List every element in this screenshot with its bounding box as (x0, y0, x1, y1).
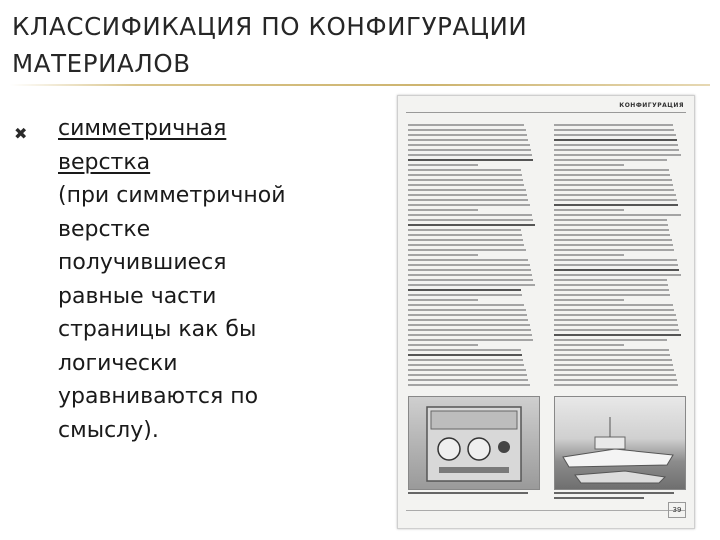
text-line (408, 254, 478, 256)
text-line (554, 299, 624, 301)
text-line (408, 264, 530, 266)
text-line (554, 334, 681, 336)
text-line (554, 219, 667, 221)
slide-title-line-1: КЛАССИФИКАЦИЯ ПО КОНФИГУРАЦИИ (12, 12, 528, 41)
text-line (554, 354, 670, 356)
text-line (554, 179, 672, 181)
page-number: 39 (668, 502, 686, 518)
x-bullet-icon: ✖ (14, 124, 28, 143)
text-line (408, 244, 524, 246)
text-line (408, 369, 526, 371)
text-line (554, 224, 668, 226)
boats-photo (554, 396, 686, 490)
bullet-heading-line-2: верстка (58, 149, 151, 175)
bullet-body-line-4: равные части (58, 283, 217, 309)
text-line (408, 314, 527, 316)
text-line (554, 189, 674, 191)
text-line (408, 234, 522, 236)
caption-left (408, 492, 528, 494)
text-line (408, 309, 526, 311)
text-line (554, 244, 673, 246)
page-header (398, 102, 694, 116)
text-line (554, 159, 667, 161)
text-line (554, 374, 676, 376)
text-line (554, 199, 677, 201)
bullet-body-line-2: верстке (58, 216, 151, 242)
text-line (408, 359, 523, 361)
bullet-text (58, 112, 358, 447)
text-line (554, 209, 624, 211)
title-divider (10, 84, 710, 86)
text-line (408, 214, 532, 216)
text-line (408, 374, 527, 376)
text-line (554, 279, 667, 281)
text-line (408, 194, 527, 196)
text-line (554, 164, 624, 166)
text-line (408, 184, 524, 186)
page-header-rule (406, 112, 686, 113)
text-line (408, 154, 532, 156)
text-line (554, 344, 624, 346)
text-line (408, 319, 528, 321)
text-line (554, 324, 678, 326)
slide-title-line-2: МАТЕРИАЛОВ (12, 49, 191, 78)
bullet-body-line-8: смыслу). (58, 417, 159, 443)
text-line (554, 364, 673, 366)
device-photo (408, 396, 540, 490)
text-line (554, 329, 679, 331)
text-line (408, 259, 528, 261)
text-line (554, 184, 673, 186)
text-line (554, 369, 674, 371)
page-header-tag: КОНФИГУРАЦИЯ (619, 102, 684, 109)
text-line (554, 139, 677, 141)
text-line (554, 259, 677, 261)
text-line (408, 239, 523, 241)
text-line (408, 274, 532, 276)
text-line (408, 284, 535, 286)
text-line (554, 254, 624, 256)
text-line (554, 229, 669, 231)
text-line (554, 169, 669, 171)
text-line (408, 279, 533, 281)
bullet-body-line-5: страницы как бы (58, 317, 257, 342)
text-line (408, 339, 533, 341)
text-line (408, 219, 533, 221)
text-line (554, 154, 681, 156)
text-line (554, 289, 669, 291)
text-line (554, 309, 674, 311)
text-line (408, 294, 522, 296)
text-line (408, 139, 528, 141)
page-column-left (408, 124, 536, 389)
text-line (554, 249, 674, 251)
text-line (408, 329, 531, 331)
text-line (554, 314, 676, 316)
text-line (408, 384, 530, 386)
text-line (408, 224, 535, 226)
bullet-body-line-1: (при симметричной (58, 183, 286, 208)
text-line (408, 144, 530, 146)
text-line (408, 304, 524, 306)
text-line (408, 204, 530, 206)
text-line (408, 334, 532, 336)
bullet-heading-line-1: симметричная (58, 116, 227, 141)
page-column-right (554, 124, 682, 389)
text-line (408, 289, 521, 291)
text-line (408, 379, 528, 381)
text-line (554, 339, 667, 341)
text-line (408, 299, 478, 301)
text-line (408, 124, 524, 126)
bullet-body-line-7: уравниваются по (58, 384, 259, 409)
text-line (554, 349, 669, 351)
caption-right-2 (554, 497, 644, 499)
bullet-body-line-6: логически (58, 350, 178, 376)
text-line (554, 274, 681, 276)
text-line (408, 179, 523, 181)
text-line (554, 214, 681, 216)
bullet-body-line-3: получившиеся (58, 250, 227, 275)
text-line (554, 269, 679, 271)
text-line (554, 294, 670, 296)
device-photo-drawing (409, 397, 539, 489)
text-line (408, 189, 526, 191)
text-line (408, 149, 531, 151)
text-line (554, 144, 678, 146)
text-line (554, 239, 672, 241)
text-line (554, 204, 678, 206)
text-line (554, 264, 678, 266)
text-line (408, 199, 528, 201)
text-line (408, 134, 527, 136)
text-line (554, 149, 679, 151)
text-line (408, 364, 524, 366)
text-line (408, 164, 478, 166)
boats-photo-drawing (555, 397, 685, 489)
text-line (408, 354, 522, 356)
text-line (554, 384, 678, 386)
text-line (408, 324, 530, 326)
text-line (408, 159, 533, 161)
text-line (554, 174, 670, 176)
text-line (408, 269, 531, 271)
text-line (554, 234, 670, 236)
text-line (554, 129, 674, 131)
text-line (554, 359, 672, 361)
slide-title (12, 8, 702, 82)
text-line (408, 344, 478, 346)
text-line (408, 349, 521, 351)
text-line (408, 129, 526, 131)
text-line (554, 319, 677, 321)
text-line (554, 304, 673, 306)
text-line (554, 134, 676, 136)
text-line (408, 229, 521, 231)
text-line (408, 249, 526, 251)
text-line (554, 284, 668, 286)
text-line (408, 169, 521, 171)
caption-right (554, 492, 674, 494)
page-footer-rule (406, 510, 686, 511)
text-line (408, 174, 522, 176)
text-line (554, 194, 676, 196)
text-line (554, 379, 677, 381)
text-line (408, 209, 478, 211)
magazine-page-image (397, 95, 695, 529)
text-line (554, 124, 673, 126)
